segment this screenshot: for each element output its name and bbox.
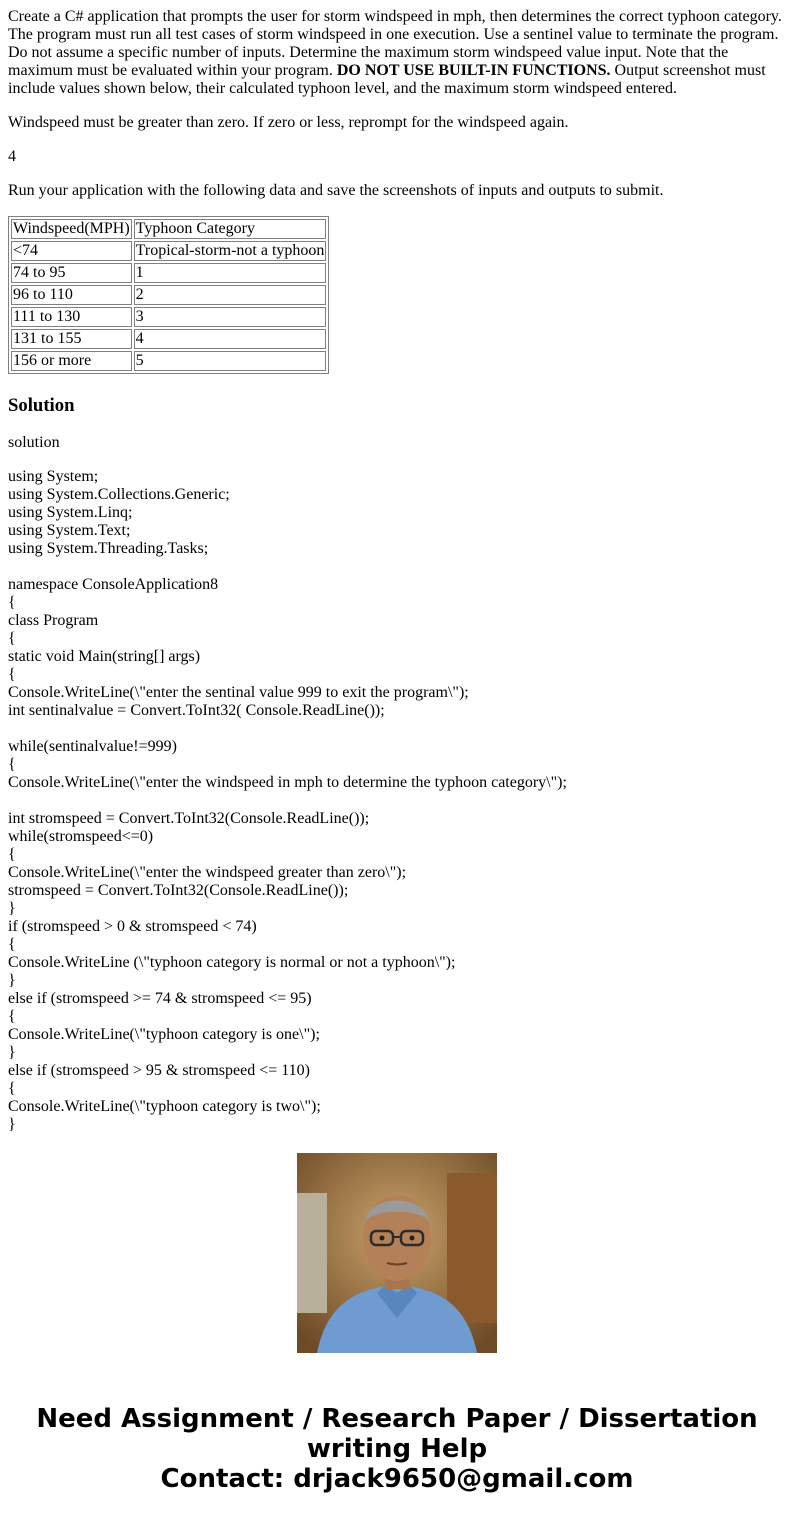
table-header-cell: Typhoon Category [134, 219, 327, 239]
table-row [11, 241, 326, 261]
document-body [8, 0, 786, 1133]
table-cell: 5 [134, 351, 327, 371]
table-cell: 4 [134, 329, 327, 349]
table-header-cell: Windspeed(MPH) [13, 220, 130, 237]
table-cell: 96 to 110 [11, 285, 132, 305]
code-listing: using System; using System.Collections.Generic; using System.Linq; using System.Text; using System.Threading.Tasks; namespace ConsoleApplication8 { class Program { static void Main(string[] args) { Console.WriteLine(\"enter the sentinal value 999 to exit the program\"); int sentinalvalue = Convert.ToInt32( Console.ReadLine()); while(sentinalvalue!=999) { Console.WriteLine(\"enter the windspeed in mph to determine the typhoon category\"); int stromspeed = Convert.ToInt32(Console.ReadLine()); while(stromspeed<=0) { Console.WriteLine(\"enter the windspeed greater than zero\"); stromspeed = Convert.ToInt32(Console.ReadLine()); } if (stromspeed > 0 & stromspeed < 74) { Console.WriteLine (\"typhoon category is normal or not a typhoon\"); } else if (stromspeed >= 74 & stromspeed <= 95) { Console.WriteLine(\"typhoon category is one\"); } else if (stromspeed > 95 & stromspeed <= 110) { Console.WriteLine(\"typhoon category is two\"); } [8, 468, 567, 1133]
table-header-row [11, 219, 326, 239]
table-cell: 1 [134, 263, 327, 283]
solution-label: solution [8, 434, 60, 451]
typhoon-category-table [8, 216, 329, 374]
table-row [11, 351, 326, 371]
table-cell: 131 to 155 [11, 329, 132, 349]
table-row [11, 307, 326, 327]
footer-banner [0, 1404, 794, 1494]
number-line: 4 [8, 148, 16, 165]
table-cell: <74 [11, 241, 132, 261]
footer-line: writing Help [306, 1434, 488, 1464]
table-cell: 3 [134, 307, 327, 327]
table-cell: 2 [134, 285, 327, 305]
intro-paragraph [8, 8, 786, 98]
footer-contact: Contact: drjack9650@gmail.com [160, 1464, 634, 1494]
author-photo [297, 1153, 497, 1353]
table-cell: 111 to 130 [11, 307, 132, 327]
table-cell: 74 to 95 [11, 263, 132, 283]
intro-text-end: Output screenshot must include values shown below, their calculated typhoon level, and the maximum storm windspeed entered. [8, 62, 766, 97]
run-instruction: Run your application with the following data and save the screenshots of inputs and outputs to submit. [8, 182, 664, 199]
intro-text: Create a C# application that prompts the user for storm windspeed in mph, then determines the correct typhoon category. The program must run all test cases of storm windspeed in one execution. Use a sentinel value to terminate the program. Do not assume a specific number of inputs. Determine the maximum storm windspeed value input. Note that the maximum must be evaluated within your program. [8, 8, 782, 79]
solution-heading: Solution [8, 395, 75, 416]
footer-line: Need Assignment / Research Paper / Dissertation [36, 1404, 758, 1434]
table-row [11, 329, 326, 349]
windspeed-rule: Windspeed must be greater than zero. If zero or less, reprompt for the windspeed again. [8, 114, 569, 131]
table-row [11, 285, 326, 305]
table-cell: 156 or more [11, 351, 132, 371]
table-cell: Tropical-storm-not a typhoon [135, 242, 325, 259]
intro-bold-warning: DO NOT USE BUILT-IN FUNCTIONS. [336, 62, 611, 79]
table-row [11, 263, 326, 283]
